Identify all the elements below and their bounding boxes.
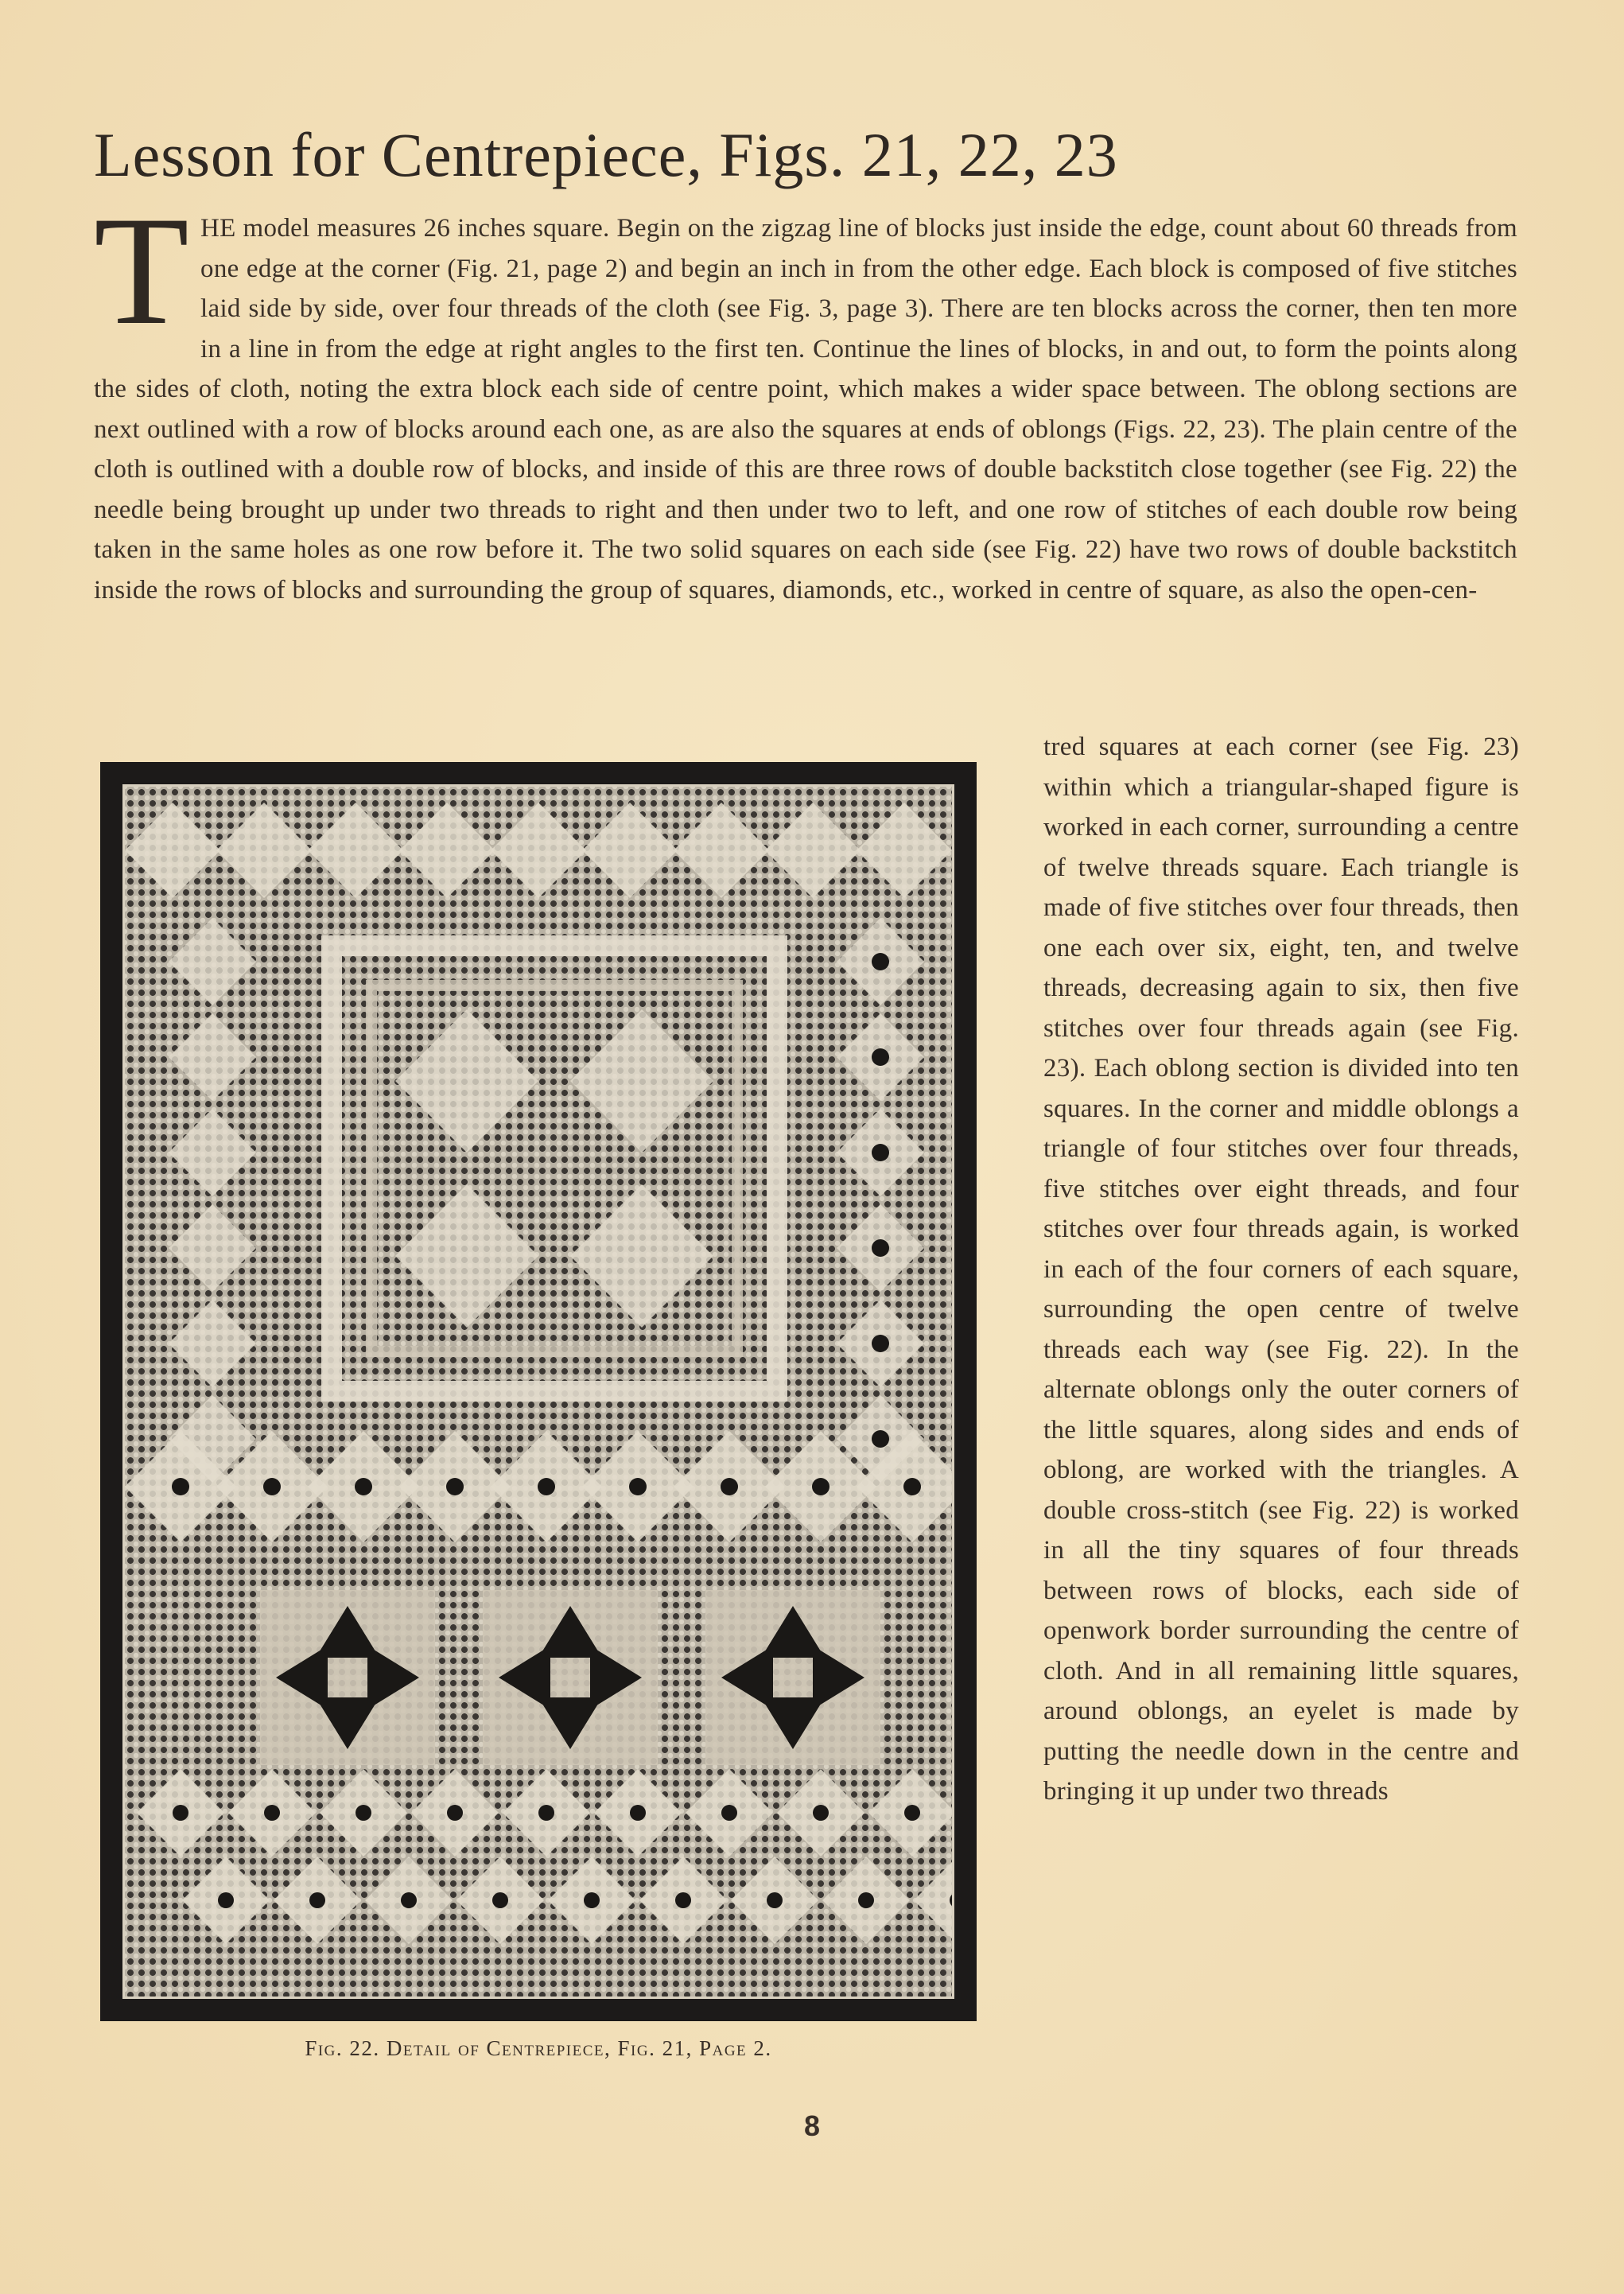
stitched-block	[308, 803, 403, 898]
intro-paragraph	[94, 185, 1517, 610]
eyelet	[812, 1478, 829, 1495]
embroidery-photo	[122, 784, 954, 1999]
eyelet	[813, 1805, 829, 1821]
eyelet	[355, 1478, 372, 1495]
eyelet	[538, 1478, 555, 1495]
intro-text: HE model measures 26 inches square. Begin on the zigzag line of blocks just inside the edge, count about 60 threads from one edge at the corner (Fig. 21, page 2) and begin an inch in from the other edge. Each block is composed of five stitches laid side by side, over four threads of the cloth (see Fig. 3, page 3). There are ten blocks across the corner, then ten more in a line in from the edge at right angles to the first ten. Continue the lines of blocks, in and out, to form the points along the sides of cloth, noting the extra block each side of centre point, which makes a wider space between. The oblong sections are next outlined with a row of blocks around each one, as are also the squares at ends of oblongs (Figs. 22, 23). The plain centre of the cloth is outlined with a double row of blocks, and inside of this are three rows of double backstitch close together (see Fig. 22) the needle being brought up under two threads to right and then under two to left, and one row of stitches of each double row being taken in the same holes as one row before it. The two solid squares on each side (see Fig. 22) have two rows of double backstitch inside the rows of blocks and surrounding the group of squares, diamonds, etc., worked in centre of square, as also the open-cen-	[94, 214, 1517, 605]
stitched-block	[169, 1013, 256, 1101]
eyelet	[447, 1805, 463, 1821]
stitched-diamond	[570, 1009, 713, 1153]
eyelet	[309, 1892, 325, 1908]
eyelet	[903, 1478, 921, 1495]
eyelet	[904, 1805, 920, 1821]
stitched-block	[216, 803, 312, 898]
embroidery-pattern-illustration	[125, 787, 952, 1997]
eyelet	[872, 953, 889, 970]
eyelet	[675, 1892, 691, 1908]
stitched-frame	[332, 946, 777, 1391]
eyelet	[858, 1892, 874, 1908]
stitched-block	[765, 803, 861, 898]
drop-cap-letter: T	[94, 185, 190, 357]
eyelet	[767, 1892, 783, 1908]
stitched-frame-inner	[371, 986, 737, 1351]
stitched-block	[399, 803, 495, 898]
eyelet	[872, 1430, 889, 1448]
stitched-block	[169, 918, 256, 1005]
stitched-block	[125, 803, 220, 898]
eyelet	[355, 1805, 371, 1821]
eyelet	[629, 1478, 647, 1495]
eyelet	[264, 1805, 280, 1821]
stitched-diamond	[395, 1184, 538, 1328]
figure-caption: Fig. 22. Detail of Centrepiece, Fig. 21, Page 2.	[305, 2036, 772, 2060]
eyelet	[218, 1892, 234, 1908]
eyelet	[721, 1805, 737, 1821]
eyelet	[446, 1478, 464, 1495]
stitched-block	[169, 1300, 256, 1387]
eyelet	[721, 1478, 738, 1495]
eyelet	[173, 1805, 188, 1821]
stitched-block	[582, 803, 678, 898]
stitched-block	[914, 1857, 952, 1944]
embroidery-photo-figure	[100, 762, 977, 2021]
eyelet	[872, 1144, 889, 1161]
stitched-diamond	[395, 1009, 538, 1153]
eyelet	[630, 1805, 646, 1821]
stitched-diamond	[570, 1184, 713, 1328]
stitched-block	[169, 1204, 256, 1292]
stitched-block	[169, 1109, 256, 1196]
eyelet	[492, 1892, 508, 1908]
eyelet	[401, 1892, 417, 1908]
eyelet	[263, 1478, 281, 1495]
eyelet	[538, 1805, 554, 1821]
eyelet	[872, 1335, 889, 1352]
eyelet	[872, 1239, 889, 1257]
stitched-block	[491, 803, 586, 898]
eyelet	[872, 1048, 889, 1066]
side-column-text: tred squares at each corner (see Fig. 23) within which a triangular-shaped figure is worked in each corner, surrounding a centre of twelve threads square. Each triangle is made of five stitches over four threads, then one each over six, eight, ten, and twelve threads, decreasing again to six, then five stitches over four threads again (see Fig. 23). Each oblong section is divided into ten squares. In the corner and middle oblongs a triangle of four stitches over four threads, five stitches over eight threads, and four stitches over four threads again, is worked in each of the four corners of each square, surrounding the open centre of twelve threads each way (see Fig. 22). In the alternate oblongs only the outer corners of the little squares, along sides and ends of oblong, are worked with the triangles. A double cross-stitch (see Fig. 22) is worked in all the tiny squares of four threads between rows of blocks, each side of openwork border surrounding the centre of cloth. And in all remaining little squares, around oblongs, an eyelet is made by putting the needle down in the centre and bringing it up under two threads	[1043, 733, 1519, 1806]
stitched-block	[857, 803, 952, 898]
page-title: Lesson for Centrepiece, Figs. 21, 22, 23	[94, 120, 1118, 189]
page-number: 8	[803, 2109, 821, 2142]
eyelet	[172, 1478, 189, 1495]
stitched-block	[674, 803, 769, 898]
eyelet	[584, 1892, 600, 1908]
